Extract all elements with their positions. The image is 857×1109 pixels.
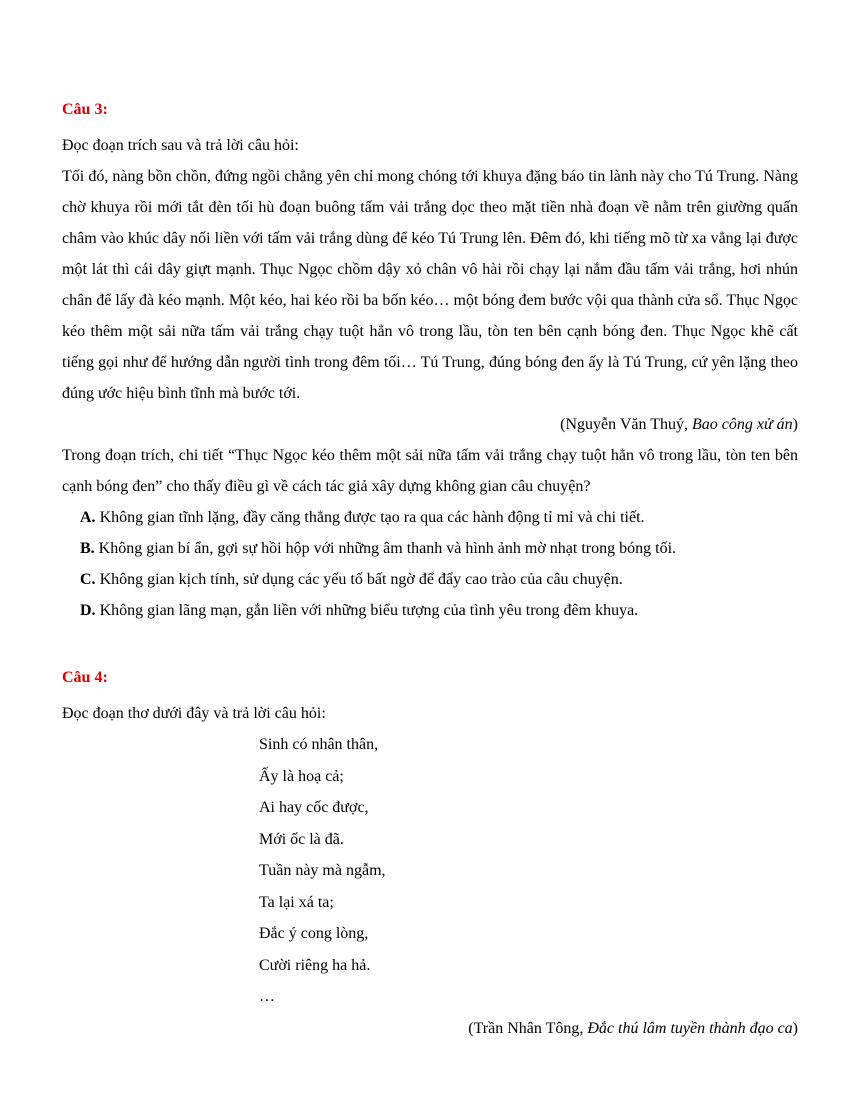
option-d[interactable] [80, 595, 798, 626]
question-3-passage: Tối đó, nàng bồn chồn, đứng ngồi chẳng yên chỉ mong chóng tới khuya đặng báo tin lành này cho Tú Trung. Nàng chờ khuya rồi mới tắt đèn tối hù đoạn buông tấm vải trắng dọc theo mặt tiền nhà đoạn về nằm trên giường quấn châm vào khúc dây nối liền với tấm vải trắng dùng để kéo Tú Trung lên. Đêm đó, khi tiếng mõ từ xa vẳng lại được một lát thì cái dây giựt mạnh. Thục Ngọc chồm dậy xỏ chân vô hài rồi chạy lại nắm đầu tấm vải trắng, hơi nhún chân để lấy đà kéo mạnh. Một kéo, hai kéo rồi ba bốn kéo… một bóng đem bước vội qua thành cửa sổ. Thục Ngọc kéo thêm một sải nữa tấm vải trắng chạy tuột hẳn vô trong lầu, tòn ten bên cạnh bóng đen. Thục Ngọc khẽ cất tiếng gọi như để hướng dẫn người tình trong đêm tối… Tú Trung, đúng bóng đen ấy là Tú Trung, cứ yên lặng theo đúng ước hiệu bình tĩnh mà bước tới. [62, 168, 798, 402]
option-text: Không gian lãng mạn, gắn liền với những biểu tượng của tình yêu trong đêm khuya. [95, 602, 639, 619]
poem-line: Đắc ý cong lòng, [259, 925, 369, 942]
poem-line: Ai hay cốc được, [259, 799, 369, 816]
option-letter: C. [80, 571, 96, 588]
question-4-title: Câu 4: [62, 669, 108, 686]
source-end: ) [792, 1019, 798, 1037]
question-3-instruction: Đọc đoạn trích sau và trả lời câu hỏi: [62, 137, 299, 154]
option-letter: A. [80, 509, 96, 526]
question-3-prompt: Trong đoạn trích, chi tiết “Thục Ngọc kéo thêm một sải nữa tấm vải trắng chạy tuột hẳn vô trong lầu, tòn ten bên cạnh bóng đen” cho thấy điều gì về cách tác giả xây dựng không gian câu chuyện? [62, 447, 798, 495]
source-author: (Nguyễn Văn Thuý, [560, 416, 692, 433]
option-letter: B. [80, 540, 95, 557]
option-text: Không gian tĩnh lặng, đầy căng thẳng được tạo ra qua các hành động tỉ mỉ và chi tiết. [95, 509, 645, 526]
poem [259, 729, 798, 1013]
poem-line: Ta lại xá ta; [259, 893, 334, 911]
option-letter: D. [80, 602, 96, 619]
section-spacer [62, 626, 798, 666]
poem-line: Sinh có nhân thân, [259, 736, 379, 753]
document-page [62, 98, 798, 1044]
source-end: ) [792, 416, 798, 433]
option-text: Không gian kịch tính, sử dụng các yếu tố bất ngờ để đẩy cao trào của câu chuyện. [95, 571, 623, 588]
question-3-source [62, 409, 798, 440]
source-work: Bao công xử án [691, 416, 793, 433]
question-3-title: Câu 3: [62, 101, 108, 118]
source-author: (Trần Nhân Tông, [468, 1019, 588, 1037]
source-work: Đắc thú lâm tuyền thành đạo ca [587, 1019, 793, 1037]
option-b[interactable] [80, 533, 798, 564]
question-4-instruction: Đọc đoạn thơ dưới đây và trả lời câu hỏi: [62, 705, 326, 722]
option-a[interactable] [80, 502, 798, 533]
question-4-source [62, 1013, 798, 1044]
poem-line: Tuần này mà ngẫm, [259, 862, 386, 879]
option-text: Không gian bí ẩn, gợi sự hồi hộp với những âm thanh và hình ảnh mờ nhạt trong bóng tối. [94, 540, 677, 557]
poem-line: Ấy là hoạ cả; [259, 767, 344, 785]
poem-line: … [259, 988, 275, 1005]
poem-line: Mới ốc là đã. [259, 830, 344, 848]
poem-line: Cười riêng ha hả. [259, 956, 371, 974]
option-c[interactable] [80, 564, 798, 595]
